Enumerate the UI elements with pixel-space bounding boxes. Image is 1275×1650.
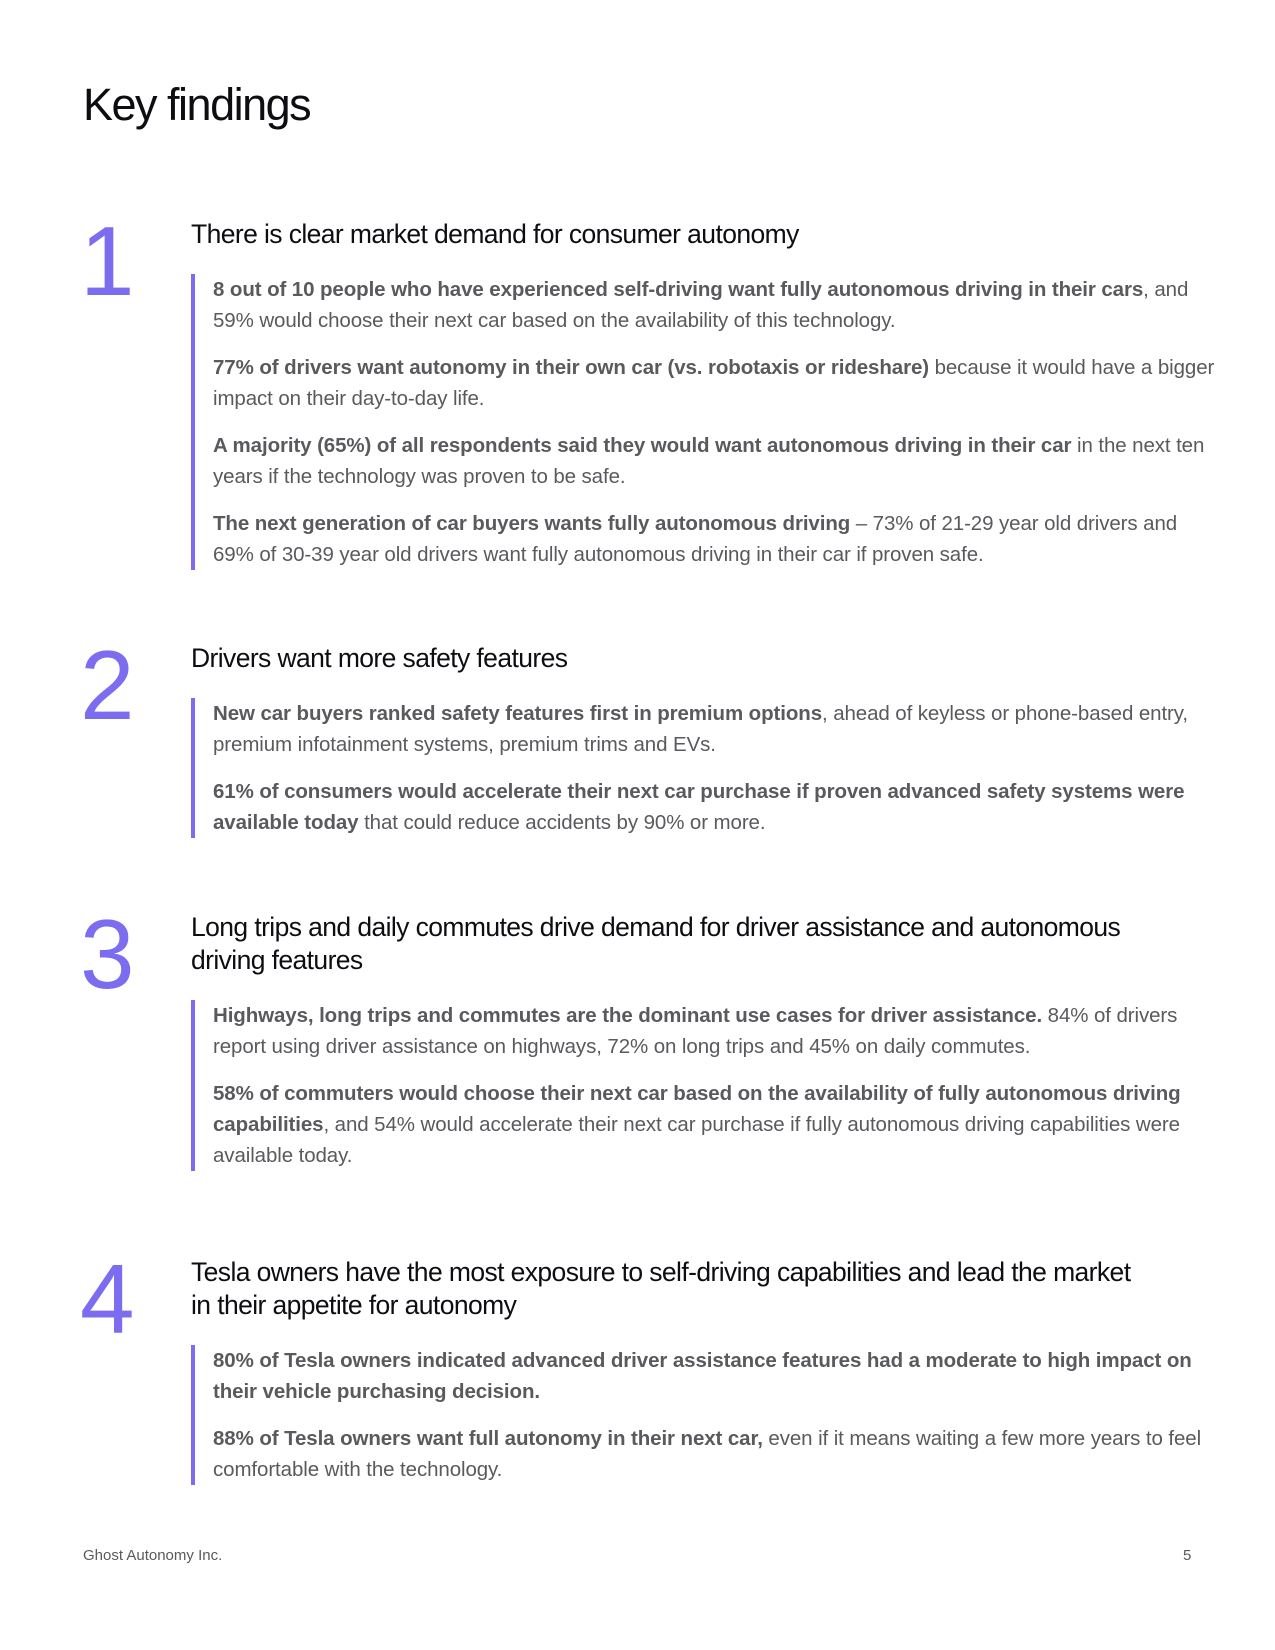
finding-point (213, 698, 1223, 760)
finding-point (213, 776, 1223, 838)
point-highlight: 61% of consumers would accelerate their next car purchase if proven advanced safety systems were available today (213, 780, 1185, 834)
point-text: , and 59% would choose their next car based on the availability of this technology. (213, 278, 1189, 332)
point-text: even if it means waiting a few more years to feel comfortable with the technology. (213, 1427, 1202, 1481)
point-highlight: A majority (65%) of all respondents said they would want autonomous driving in their car (213, 434, 1072, 457)
page-title: Key findings (83, 79, 311, 130)
point-highlight: The next generation of car buyers wants fully autonomous driving (213, 512, 851, 535)
point-highlight: Highways, long trips and commutes are the dominant use cases for driver assistance. (213, 1004, 1043, 1027)
finding-point (213, 430, 1223, 492)
finding-point (213, 1423, 1223, 1485)
page-number: 5 (1183, 1547, 1192, 1564)
finding-point (213, 1000, 1223, 1062)
point-text: 84% of drivers report using driver assistance on highways, 72% on long trips and 45% on daily commutes. (213, 1004, 1178, 1058)
finding-point (213, 508, 1223, 570)
finding-points (191, 1000, 1223, 1171)
finding-point (213, 1345, 1223, 1407)
footer-company: Ghost Autonomy Inc. (83, 1547, 223, 1564)
finding-points (191, 274, 1223, 570)
finding-point (213, 1078, 1223, 1171)
finding-point (213, 352, 1223, 414)
point-highlight: 88% of Tesla owners want full autonomy in their next car, (213, 1427, 763, 1450)
point-highlight: 8 out of 10 people who have experienced self-driving want fully autonomous driving in their cars (213, 278, 1144, 301)
finding-points (191, 698, 1223, 838)
finding-heading: Tesla owners have the most exposure to self-driving capabilities and lead the market in their appetite for autonomy (191, 1257, 1131, 1320)
finding-point (213, 274, 1223, 336)
point-text: in the next ten years if the technology was proven to be safe. (213, 434, 1205, 488)
point-text: , and 54% would accelerate their next car purchase if fully autonomous driving capabilities were available today. (213, 1113, 1180, 1167)
finding-number: 2 (80, 630, 133, 740)
point-text: – 73% of 21-29 year old drivers and 69% of 30-39 year old drivers want fully autonomous driving in their car if proven safe. (213, 512, 1178, 566)
point-text: because it would have a bigger impact on their day-to-day life. (213, 356, 1215, 410)
finding-points (191, 1345, 1223, 1485)
finding-number: 3 (80, 899, 133, 1009)
finding-number: 4 (80, 1244, 133, 1354)
finding-heading: There is clear market demand for consumer autonomy (191, 219, 799, 249)
point-highlight: 58% of commuters would choose their next car based on the availability of fully autonomous driving capabilities (213, 1082, 1181, 1136)
point-text: , ahead of keyless or phone-based entry, premium infotainment systems, premium trims and EVs. (213, 702, 1188, 756)
finding-heading: Drivers want more safety features (191, 643, 568, 673)
point-highlight: New car buyers ranked safety features first in premium options (213, 702, 822, 725)
point-text: that could reduce accidents by 90% or more. (358, 811, 766, 834)
finding-number: 1 (80, 206, 133, 316)
finding-heading: Long trips and daily commutes drive demand for driver assistance and autonomous driving features (191, 912, 1121, 975)
point-highlight: 77% of drivers want autonomy in their own car (vs. robotaxis or rideshare) (213, 356, 929, 379)
point-highlight: 80% of Tesla owners indicated advanced driver assistance features had a moderate to high impact on their vehicle purchasing decision. (213, 1349, 1192, 1403)
